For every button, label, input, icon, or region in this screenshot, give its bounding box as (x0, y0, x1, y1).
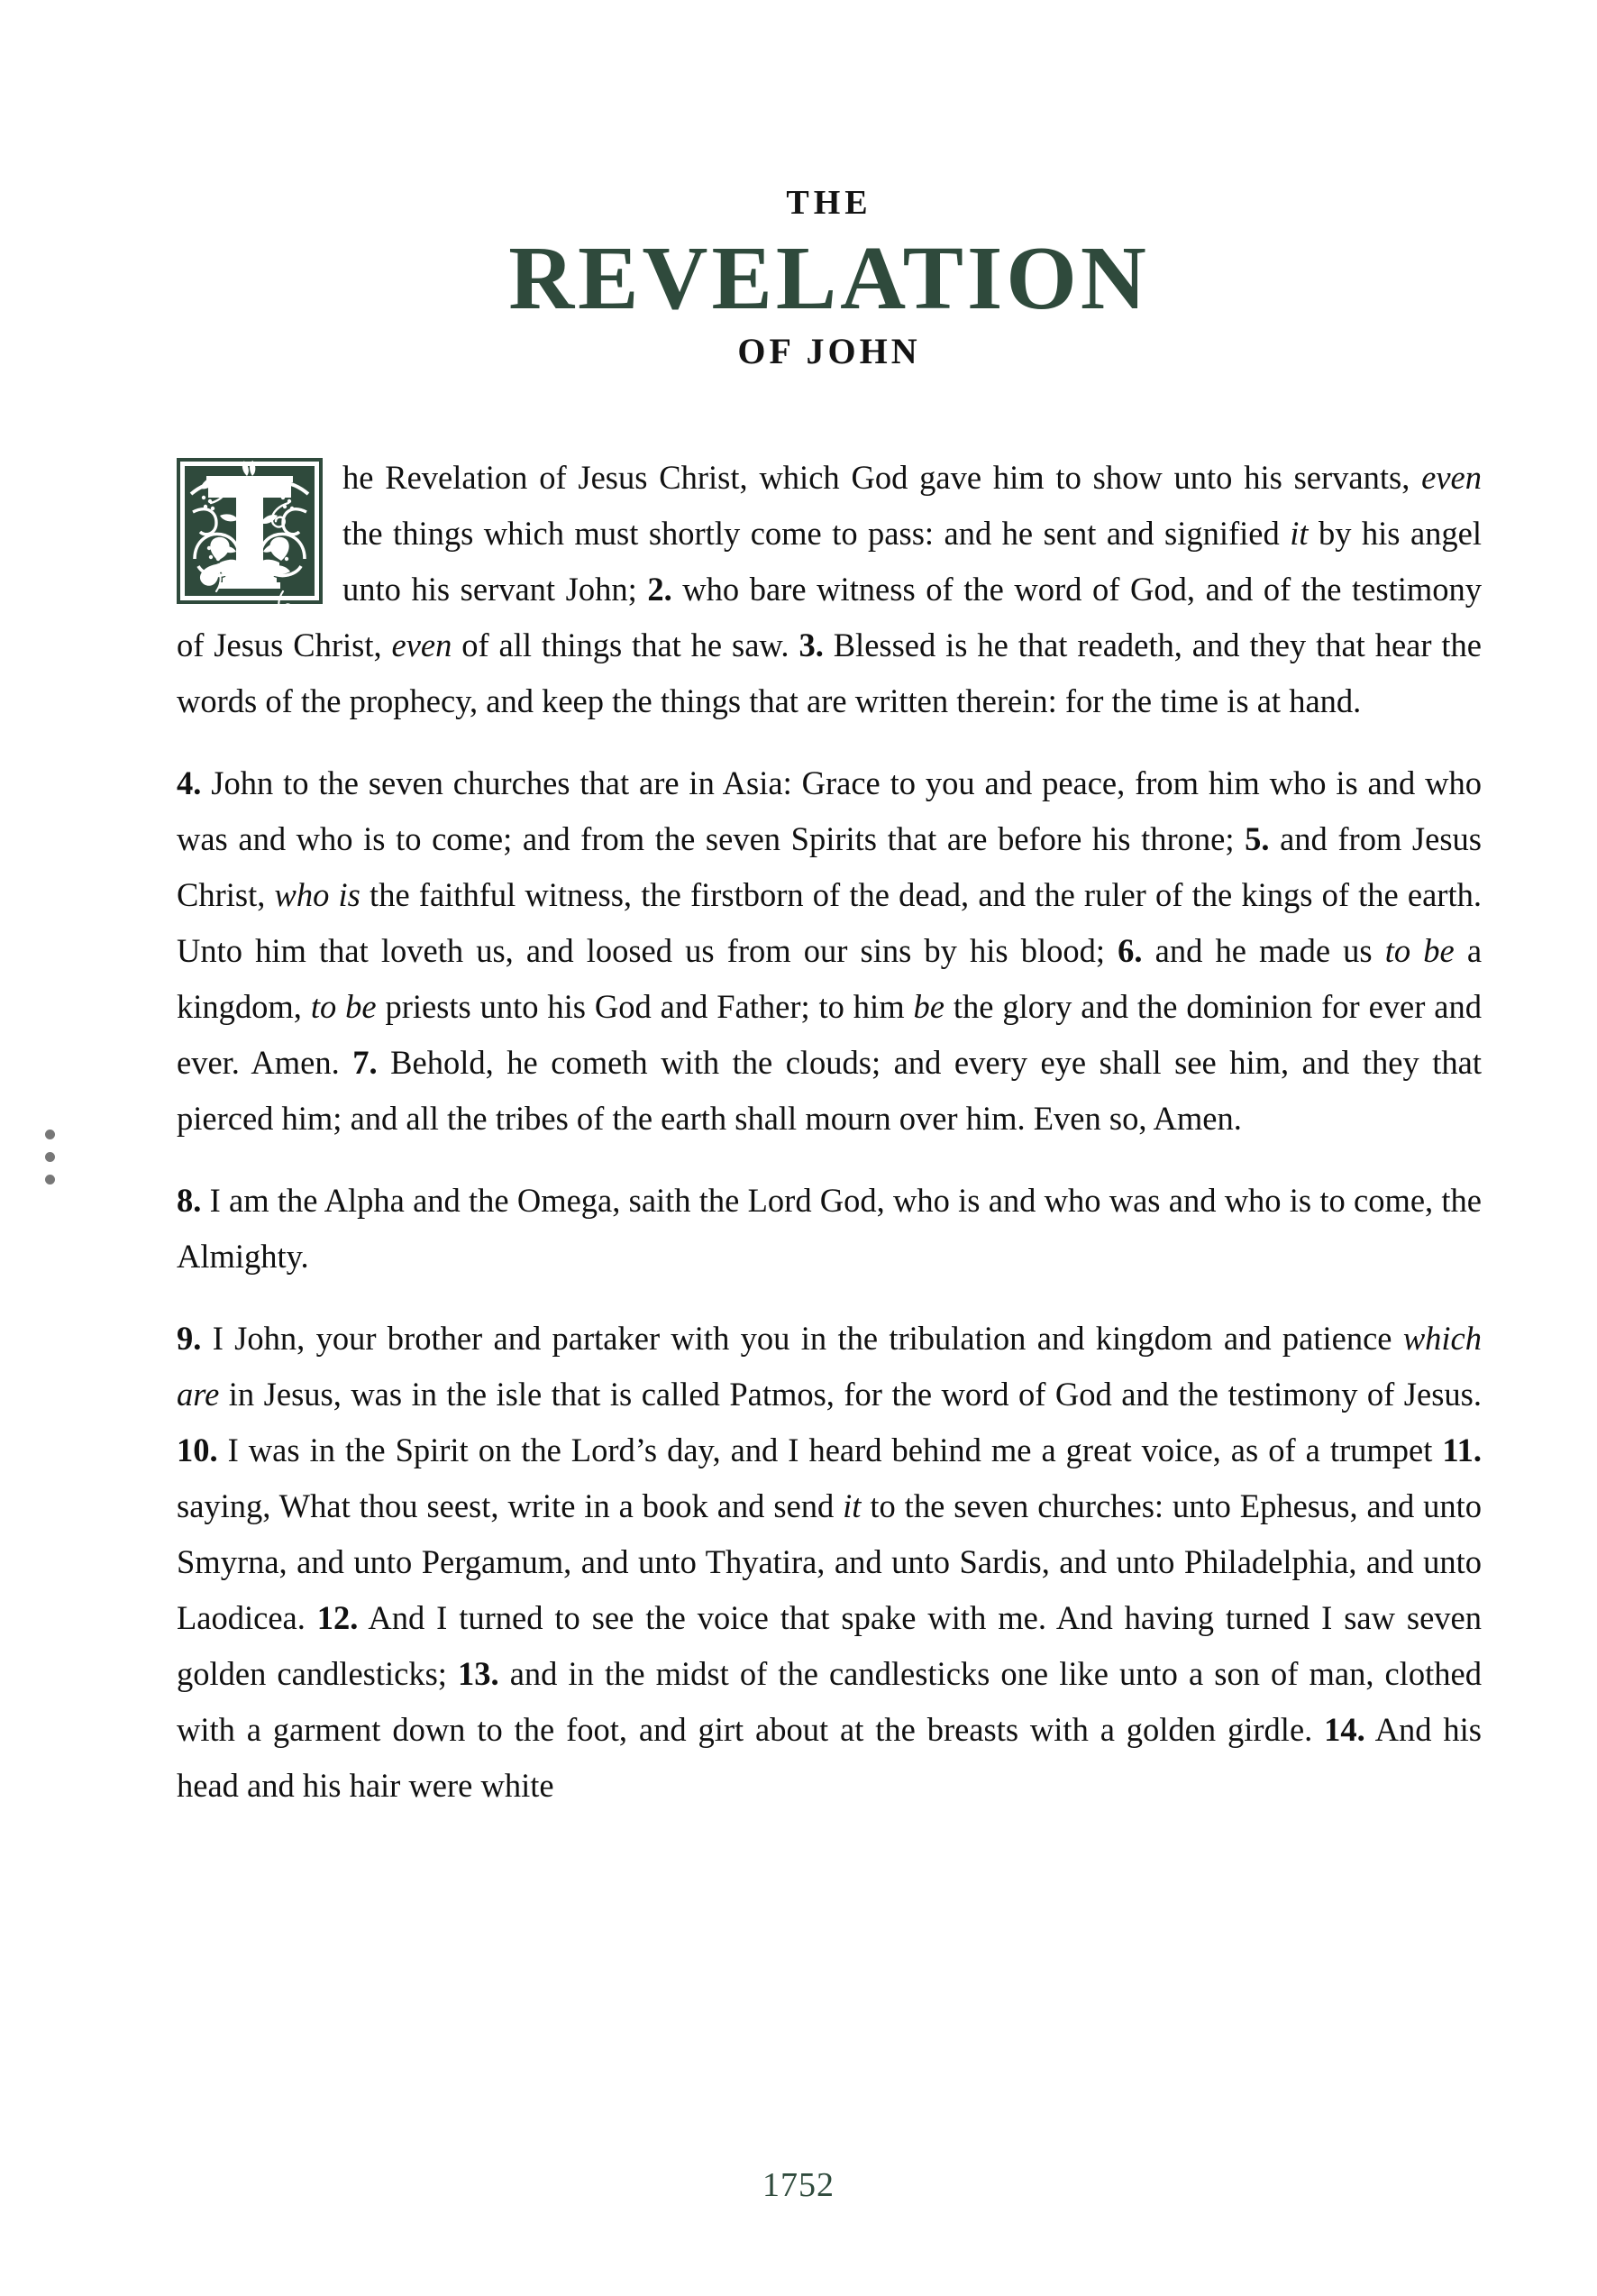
scripture-text: and he made us (1142, 932, 1385, 969)
emphasis-text: even (391, 627, 452, 663)
scripture-text: And his head and his hair were white (177, 1711, 1482, 1804)
scripture-text: Blessed is he that readeth, and they that hear the words of the prophecy, and keep the things that are written therein: for the time is at hand. (177, 627, 1482, 719)
page-number: 1752 (762, 2166, 835, 2204)
verse-number: 2. (647, 571, 672, 608)
emphasis-text: even (1421, 459, 1482, 496)
scripture-paragraph (177, 450, 1482, 729)
handle-dot (45, 1175, 55, 1185)
scripture-paragraph (177, 1173, 1482, 1285)
emphasis-text: which are (177, 1320, 1482, 1413)
verse-number: 4. (177, 764, 202, 801)
illuminated-initial-icon (177, 458, 323, 604)
handle-dot (45, 1152, 55, 1162)
scripture-text: he Revelation of Jesus Christ, which God gave him to show unto his servants, (342, 459, 1422, 496)
scripture-text: the glory and the dominion for ever and ever. Amen. (177, 988, 1482, 1081)
scripture-body (177, 450, 1482, 1814)
scripture-text: and in the midst of the candlesticks one like unto a son of man, clothed with a garment down to the foot, and girt about at the breasts with a golden girdle. (177, 1655, 1482, 1748)
scripture-text: by his angel unto his servant John; (342, 515, 1482, 608)
emphasis-text: it (1290, 515, 1309, 552)
scripture-text: Behold, he cometh with the clouds; and every eye shall see him, and they that pierced him; and all the tribes of the earth shall mourn over him. Even so, Amen. (177, 1044, 1482, 1137)
verse-number: 10. (177, 1432, 218, 1468)
chapter-heading (177, 0, 1482, 370)
scripture-text: John to the seven churches that are in Asia: Grace to you and peace, from him who is and who was and who is to come; and from the seven Spirits that are before his throne; (177, 764, 1482, 857)
scripture-text: I am the Alpha and the Omega, saith the Lord God, who is and who was and who is to come, the Almighty. (177, 1182, 1482, 1275)
verse-number: 7. (352, 1044, 378, 1081)
emphasis-text: be (913, 988, 945, 1025)
book-subtitle: OF JOHN (737, 331, 921, 371)
scripture-text: I was in the Spirit on the Lord’s day, and I heard behind me a great voice, as of a trumpet (217, 1432, 1443, 1468)
verse-number: 13. (458, 1655, 499, 1692)
emphasis-text: to be (1384, 932, 1455, 969)
scripture-text: And I turned to see the voice that spake with me. And having turned I saw seven golden candlesticks; (177, 1599, 1482, 1692)
scripture-text: the faithful witness, the firstborn of the dead, and the ruler of the kings of the earth. Unto him that loveth us, and loosed us from our sins by his blood; (177, 876, 1482, 969)
vertical-dots-handle-icon[interactable] (41, 1130, 58, 1185)
scripture-text: of all things that he saw. (452, 627, 799, 663)
verse-number: 12. (316, 1599, 359, 1636)
scripture-text: priests unto his God and Father; to him (376, 988, 914, 1025)
scripture-text: a kingdom, (177, 932, 1483, 1025)
scripture-text: and from Jesus Christ, (177, 820, 1482, 913)
verse-number: 8. (177, 1182, 202, 1219)
scripture-text: who bare witness of the word of God, and of the testimony of Jesus Christ, (177, 571, 1483, 663)
text-column (177, 0, 1482, 1814)
verse-number: 3. (798, 627, 824, 663)
scripture-text: saying, What thou seest, write in a book and send (177, 1487, 844, 1524)
emphasis-text: to be (310, 988, 377, 1025)
scripture-text: the things which must shortly come to pass: and he sent and signified (342, 515, 1291, 552)
verse-number: 9. (177, 1320, 202, 1357)
verse-number: 5. (1245, 820, 1270, 857)
handle-dot (45, 1130, 55, 1139)
verse-number: 11. (1442, 1432, 1482, 1468)
scripture-text: to the seven churches: unto Ephesus, and unto Smyrna, and unto Pergamum, and unto Thyatira, and unto Sardis, and unto Philadelphia, and unto Laodicea. (177, 1487, 1483, 1636)
verse-number: 6. (1118, 932, 1143, 969)
emphasis-text: who is (274, 876, 360, 913)
emphasis-text: it (843, 1487, 862, 1524)
scripture-text: I John, your brother and partaker with you in the tribulation and kingdom and patience (201, 1320, 1403, 1357)
scripture-paragraph (177, 1311, 1482, 1814)
scripture-paragraph (177, 755, 1482, 1147)
verse-number: 14. (1324, 1711, 1365, 1748)
page-title: REVELATION (508, 226, 1150, 328)
scripture-text: in Jesus, was in the isle that is called Patmos, for the word of God and the testimony of Jesus. (219, 1376, 1482, 1413)
book-label: THE (786, 184, 872, 222)
